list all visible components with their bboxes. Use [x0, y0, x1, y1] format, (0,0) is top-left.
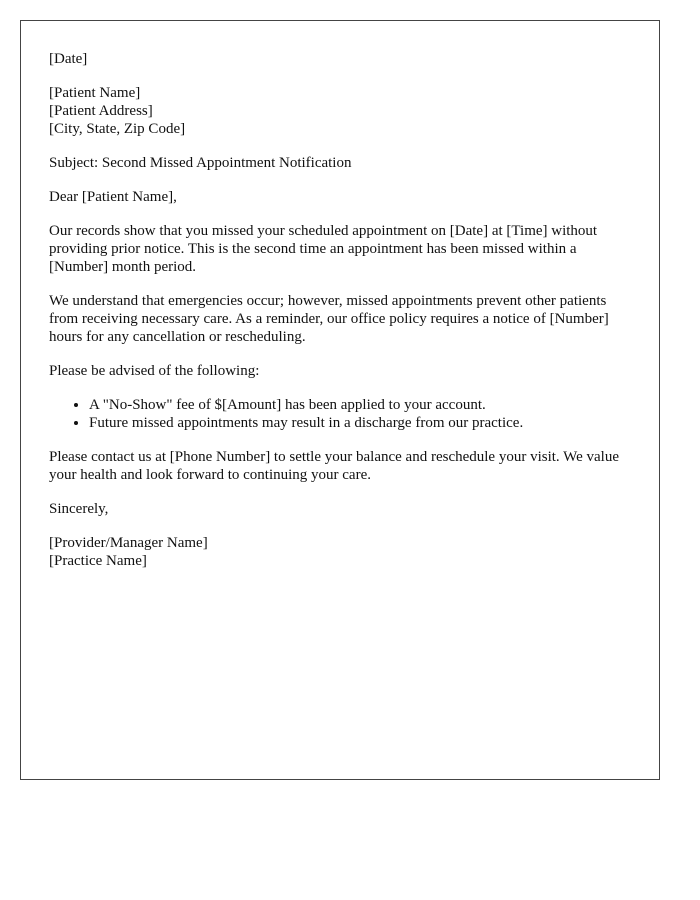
bullet-discharge-warning: • Future missed appointments may result in a discharge from our practice.	[89, 414, 631, 432]
patient-address-block	[49, 84, 631, 138]
signature-block	[49, 534, 631, 570]
advisory-bullet-list	[49, 396, 631, 432]
patient-city-state-zip-line: [City, State, Zip Code]	[49, 121, 186, 137]
letter-subject: Subject: Second Missed Appointment Notification	[49, 155, 352, 171]
provider-manager-name: [Provider/Manager Name]	[49, 535, 208, 551]
letter-salutation: Dear [Patient Name],	[49, 189, 177, 205]
paragraph-contact-request: Please contact us at [Phone Number] to settle your balance and reschedule your visit. We value your health and look forward to continuing your care.	[49, 449, 619, 483]
letter-document	[20, 20, 660, 780]
letter-signoff: Sincerely,	[49, 501, 109, 517]
letter-date: [Date]	[49, 51, 88, 67]
paragraph-advisory-intro: Please be advised of the following:	[49, 363, 260, 379]
practice-name: [Practice Name]	[49, 553, 147, 569]
patient-name-line: [Patient Name]	[49, 85, 141, 101]
paragraph-missed-appointment: Our records show that you missed your scheduled appointment on [Date] at [Time] without providing prior notice. This is the second time an appointment has been missed within a [Number] month period.	[49, 223, 598, 275]
paragraph-policy-reminder: We understand that emergencies occur; however, missed appointments prevent other patients from receiving necessary care. As a reminder, our office policy requires a notice of [Number] hours for any cancellation or rescheduling.	[49, 293, 609, 345]
bullet-no-show-fee: • A "No-Show" fee of $[Amount] has been applied to your account.	[89, 396, 631, 414]
patient-address-line: [Patient Address]	[49, 103, 153, 119]
